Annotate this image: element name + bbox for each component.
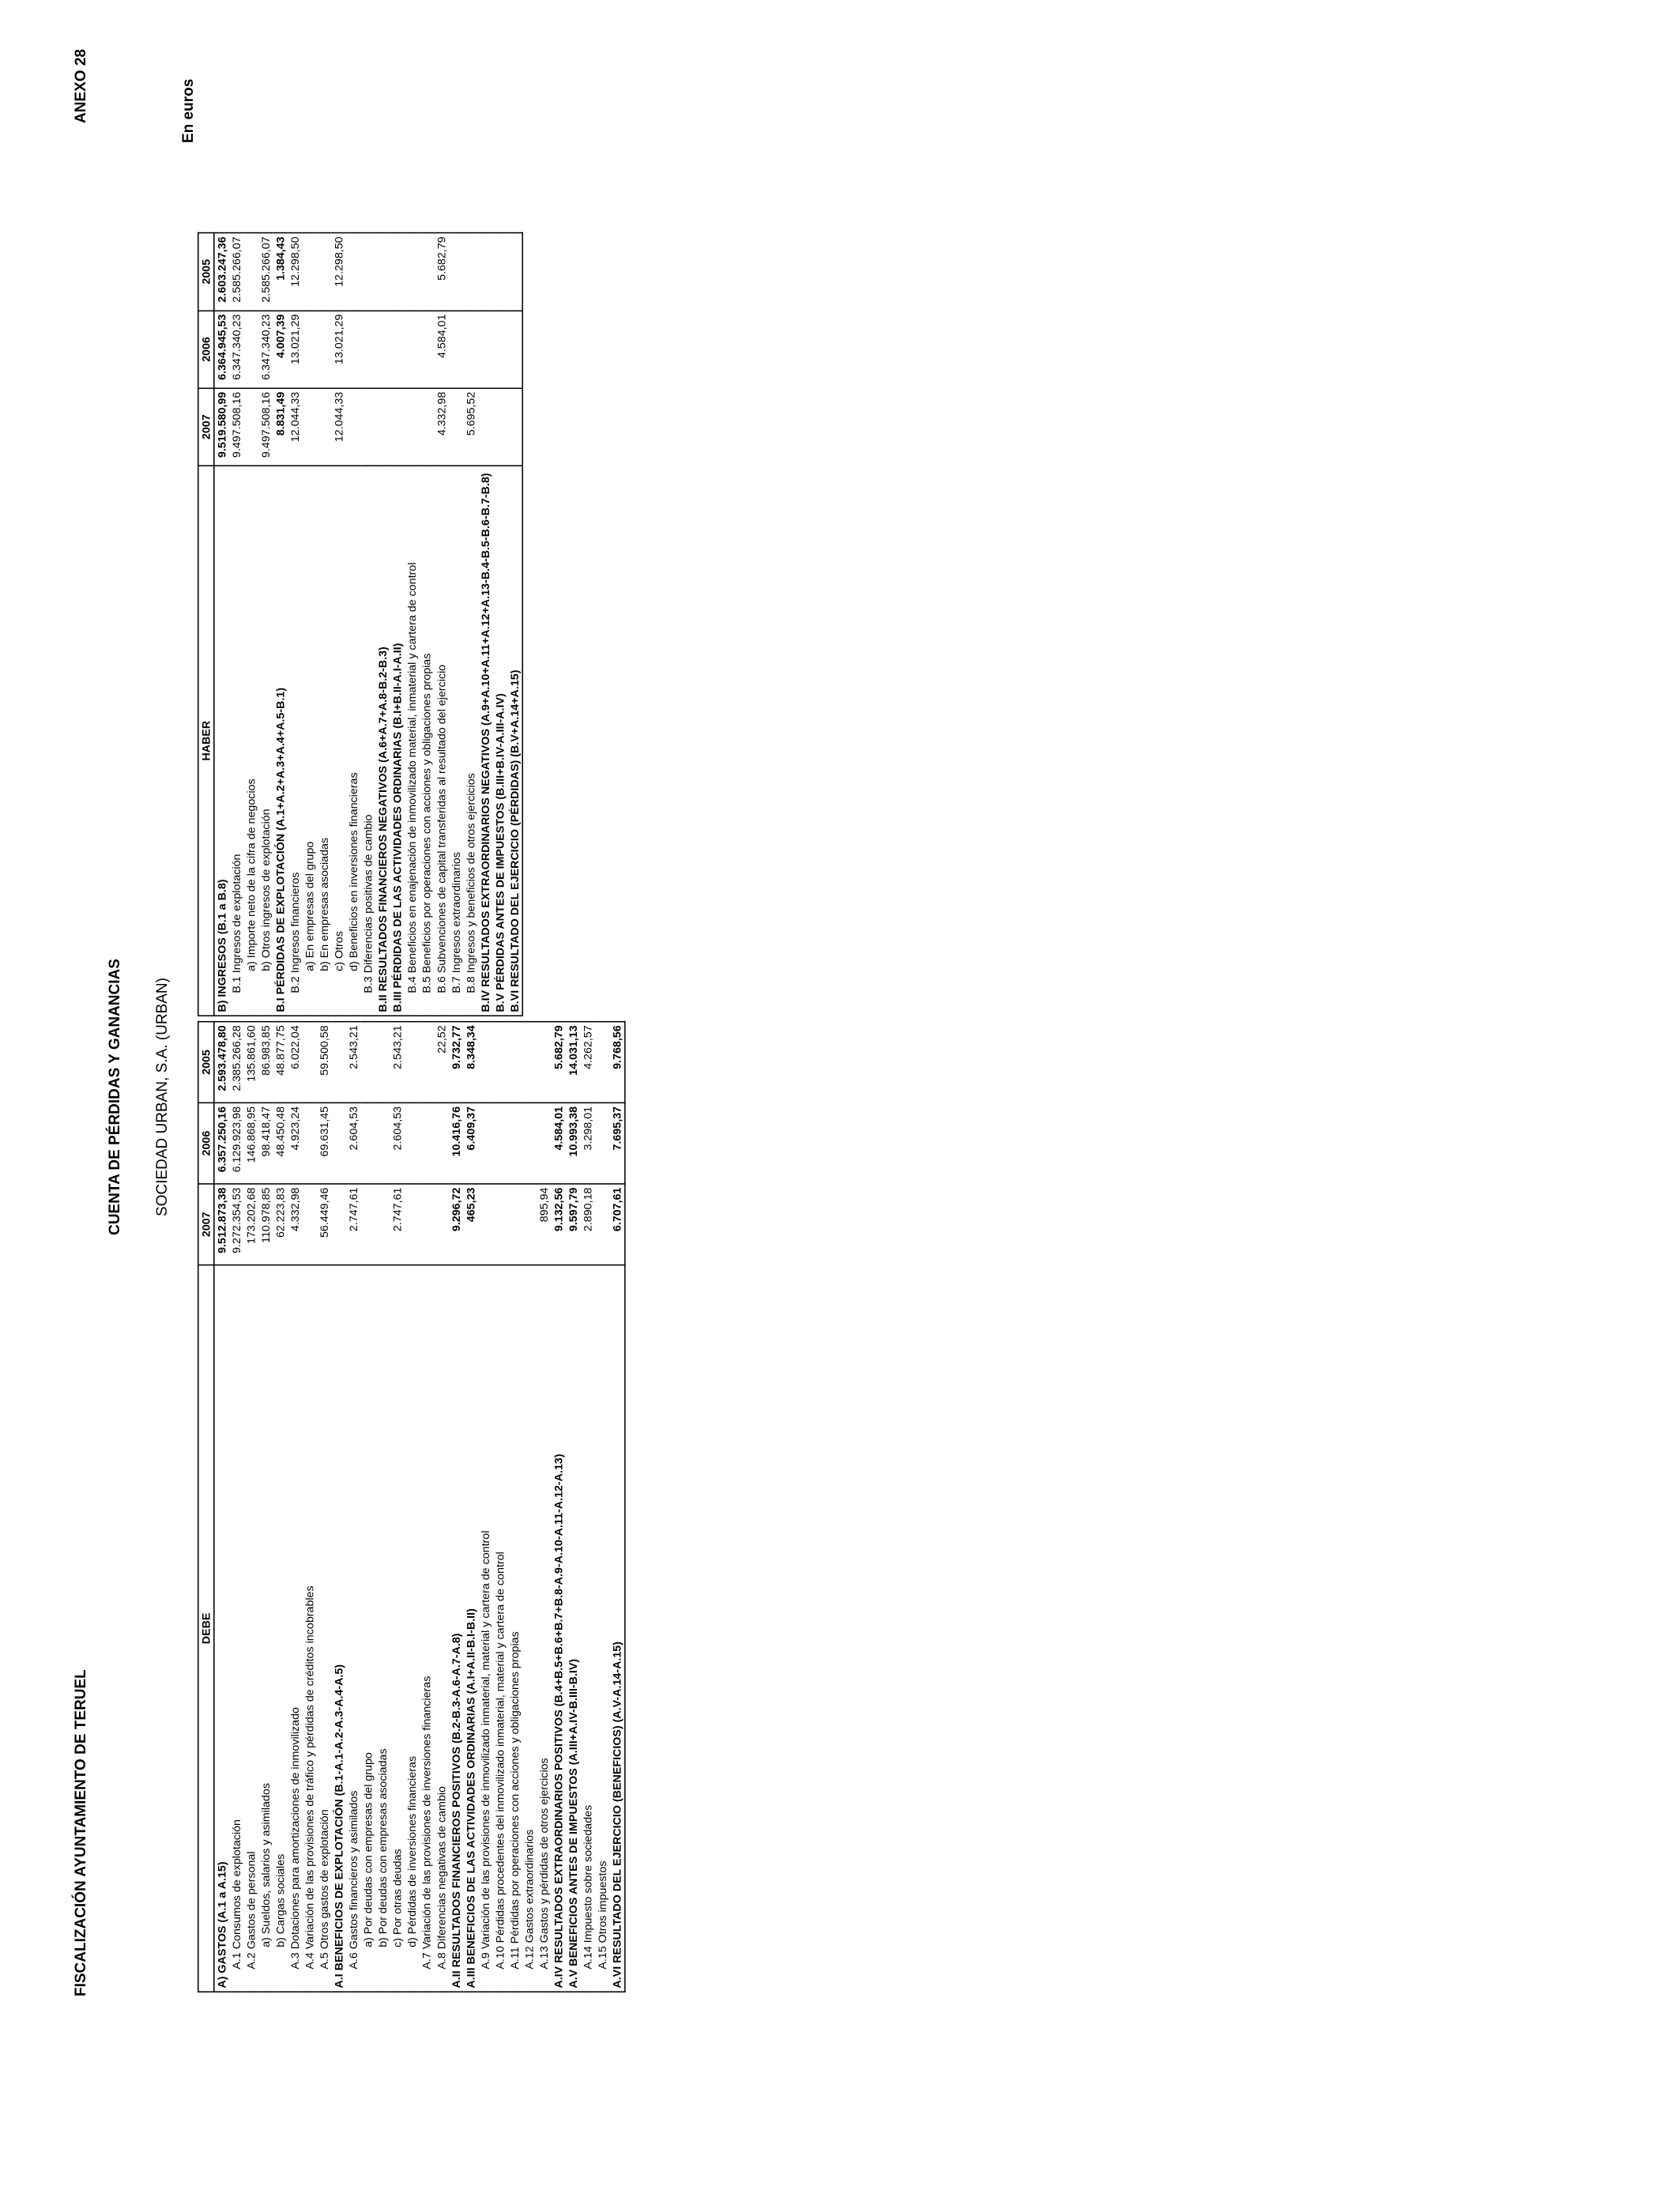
currency-note: En euros [180, 78, 197, 143]
debe-row-label: A.9 Variación de las provisiones de inmovilizado inmaterial, material y cartera de control [478, 1265, 493, 1992]
debe-value-2006: 69.631,45 [317, 1103, 332, 1184]
debe-value-2006: 6.357.250,16 [214, 1103, 229, 1184]
haber-value-2006: 6.347.340,23 [258, 311, 273, 388]
haber-value-2007 [449, 388, 464, 466]
debe-row [288, 1022, 303, 1992]
debe-value-2005 [507, 1022, 522, 1103]
haber-value-2007: 12.044,33 [332, 388, 347, 466]
debe-value-2005 [361, 1022, 376, 1103]
debe-row [317, 1022, 332, 1992]
haber-value-2007 [375, 388, 390, 466]
debe-value-2007: 4.332,98 [288, 1184, 303, 1265]
debe-row-label: A.10 Pérdidas procedentes del inmovilizado inmaterial, material y cartera de control [492, 1265, 507, 1992]
haber-value-2005 [463, 232, 478, 310]
haber-value-2005 [303, 232, 318, 310]
debe-value-2006 [595, 1103, 610, 1184]
debe-row-label: A.6 Gastos financieros y asimilados [346, 1265, 361, 1992]
debe-value-2007 [405, 1184, 420, 1265]
debe-row [595, 1022, 610, 1992]
haber-value-2005 [375, 232, 390, 310]
debe-value-2006 [332, 1103, 347, 1184]
haber-row-label: d) Beneficios en inversiones financieras [346, 466, 361, 1016]
debe-value-2006: 4.923,24 [288, 1103, 303, 1184]
debe-row-label: a) Por deudas con empresas del grupo [361, 1265, 376, 1992]
page-title: CUENTA DE PÉRDIDAS Y GANANCIAS [107, 959, 123, 1235]
haber-row-label: B.V PÉRDIDAS ANTES DE IMPUESTOS (B.III+B.IV-A.III-A.IV) [492, 466, 507, 1016]
haber-row [273, 232, 288, 1015]
debe-row [375, 1022, 390, 1992]
debe-row [492, 1022, 507, 1992]
haber-row [229, 232, 244, 1015]
debe-value-2005 [303, 1022, 318, 1103]
debe-row-label: a) Sueldos, salarios y asimilados [258, 1265, 273, 1992]
debe-row-label: A.8 Diferencias negativas de cambio [434, 1265, 449, 1992]
debe-value-2005 [537, 1022, 552, 1103]
debe-value-2005 [522, 1022, 537, 1103]
debe-row [507, 1022, 522, 1992]
haber-value-2005: 1.384,43 [273, 232, 288, 310]
haber-value-2005 [478, 232, 493, 310]
haber-value-2005: 12.298,50 [288, 232, 303, 310]
debe-value-2007 [434, 1184, 449, 1265]
debe-value-2006 [478, 1103, 493, 1184]
haber-row [507, 232, 522, 1015]
haber-value-2007: 9.497.508,16 [229, 388, 244, 466]
debe-header-row [198, 1022, 214, 1992]
haber-value-2006 [244, 311, 259, 388]
debe-row [463, 1022, 478, 1992]
debe-value-2007: 56.449,46 [317, 1184, 332, 1265]
debe-row-label: A.4 Variación de las provisiones de tráfico y pérdidas de créditos incobrables [303, 1265, 318, 1992]
debe-value-2005: 2.543,21 [346, 1022, 361, 1103]
haber-row-label: B.8 Ingresos y beneficios de otros ejercicios [463, 466, 478, 1016]
annex-label: ANEXO 28 [73, 49, 89, 123]
debe-value-2006: 2.604,53 [346, 1103, 361, 1184]
haber-value-2007 [420, 388, 435, 466]
haber-row-label: B.II RESULTADOS FINANCIEROS NEGATIVOS (A.6+A.7+A.8-B.2-B.3) [375, 466, 390, 1016]
debe-value-2007 [375, 1184, 390, 1265]
haber-row [478, 232, 493, 1015]
haber-value-2006 [303, 311, 318, 388]
haber-value-2006: 4.584,01 [434, 311, 449, 388]
haber-value-2006 [317, 311, 332, 388]
debe-row-label: A.II RESULTADOS FINANCIEROS POSITIVOS (B.2-B.3-A.6-A.7-A.8) [449, 1265, 464, 1992]
debe-row [303, 1022, 318, 1992]
debe-value-2005: 2.543,21 [390, 1022, 405, 1103]
debe-row [346, 1022, 361, 1992]
haber-value-2005: 2.585.266,07 [258, 232, 273, 310]
debe-value-2007 [595, 1184, 610, 1265]
debe-row-label: A.1 Consumos de explotación [229, 1265, 244, 1992]
debe-row [273, 1022, 288, 1992]
debe-value-2006 [375, 1103, 390, 1184]
debe-value-2007 [478, 1184, 493, 1265]
debe-value-2007: 9.597,79 [566, 1184, 581, 1265]
haber-value-2005 [492, 232, 507, 310]
debe-value-2007: 62.223,83 [273, 1184, 288, 1265]
debe-value-2006: 2.604,53 [390, 1103, 405, 1184]
debe-row [214, 1022, 229, 1992]
haber-value-2006 [361, 311, 376, 388]
debe-row [610, 1022, 625, 1992]
haber-row-label: B) INGRESOS (B.1 a B.8) [214, 466, 229, 1016]
debe-value-2007 [507, 1184, 522, 1265]
debe-row-label: A.11 Pérdidas por operaciones con acciones y obligaciones propias [507, 1265, 522, 1992]
haber-value-2007: 12.044,33 [288, 388, 303, 466]
debe-value-2005: 4.262,57 [581, 1022, 596, 1103]
haber-value-2006 [463, 311, 478, 388]
debe-row [361, 1022, 376, 1992]
debe-value-2006 [434, 1103, 449, 1184]
haber-header-label: HABER [198, 466, 214, 1016]
debe-value-2007: 2.747,61 [390, 1184, 405, 1265]
haber-row-label: B.6 Subvenciones de capital transferidas al resultado del ejercicio [434, 466, 449, 1016]
debe-value-2006 [507, 1103, 522, 1184]
debe-value-2007 [361, 1184, 376, 1265]
debe-row [478, 1022, 493, 1992]
debe-value-2005 [405, 1022, 420, 1103]
haber-row-label: a) En empresas del grupo [303, 466, 318, 1016]
debe-value-2006 [303, 1103, 318, 1184]
haber-value-2007: 9.519.580,99 [214, 388, 229, 466]
haber-value-2007 [492, 388, 507, 466]
haber-row [405, 232, 420, 1015]
debe-value-2005: 2.593.478,80 [214, 1022, 229, 1103]
haber-row [244, 232, 259, 1015]
haber-value-2005 [317, 232, 332, 310]
debe-row-label: A.15 Otros impuestos [595, 1265, 610, 1992]
debe-row-label: A.13 Gastos y pérdidas de otros ejercicios [537, 1265, 552, 1992]
debe-value-2005: 2.385.266,28 [229, 1022, 244, 1103]
debe-value-2005: 5.682,79 [552, 1022, 567, 1103]
debe-value-2006 [420, 1103, 435, 1184]
report-header-left: FISCALIZACIÓN AYUNTAMIENTO DE TERUEL [73, 1669, 89, 1996]
debe-value-2007: 9.296,72 [449, 1184, 464, 1265]
haber-row [214, 232, 229, 1015]
debe-value-2006: 3.298,01 [581, 1103, 596, 1184]
debe-value-2005: 59.500,58 [317, 1022, 332, 1103]
debe-value-2007: 2.747,61 [346, 1184, 361, 1265]
debe-value-2005 [420, 1022, 435, 1103]
debe-row [434, 1022, 449, 1992]
debe-value-2006: 6.409,37 [463, 1103, 478, 1184]
haber-value-2005 [420, 232, 435, 310]
debe-value-2007: 9.132,56 [552, 1184, 567, 1265]
haber-value-2005 [449, 232, 464, 310]
haber-row-label: c) Otros [332, 466, 347, 1016]
haber-row [317, 232, 332, 1015]
debe-row [420, 1022, 435, 1992]
debe-row-label: A.VI RESULTADO DEL EJERCICIO (BENEFICIOS) (A.V-A.14-A.15) [610, 1265, 625, 1992]
haber-value-2006 [449, 311, 464, 388]
debe-header-2005: 2005 [198, 1022, 214, 1103]
debe-row [566, 1022, 581, 1992]
debe-row [449, 1022, 464, 1992]
haber-value-2007 [507, 388, 522, 466]
haber-row [375, 232, 390, 1015]
debe-row-label: A.3 Dotaciones para amortizaciones de inmovilizado [288, 1265, 303, 1992]
debe-value-2006: 48.450,48 [273, 1103, 288, 1184]
haber-value-2007 [405, 388, 420, 466]
debe-value-2005 [478, 1022, 493, 1103]
debe-header-label: DEBE [198, 1265, 214, 1992]
debe-row-label: A.7 Variación de las provisiones de inversiones financieras [420, 1265, 435, 1992]
haber-row-label: a) Importe neto de la cifra de negocios [244, 466, 259, 1016]
haber-header-2005: 2005 [198, 232, 214, 310]
debe-row-label: A.5 Otros gastos de explotación [317, 1265, 332, 1992]
debe-value-2007: 2.890,18 [581, 1184, 596, 1265]
haber-row [332, 232, 347, 1015]
debe-row-label: A.IV RESULTADOS EXTRAORDINARIOS POSITIVOS (B.4+B.5+B.6+B.7+B.8-A.9-A.10-A.11-A.12-A.13) [552, 1265, 567, 1992]
debe-value-2006: 7.695,37 [610, 1103, 625, 1184]
haber-table [198, 232, 523, 1016]
debe-value-2005 [492, 1022, 507, 1103]
haber-row-label: B.IV RESULTADOS EXTRAORDINARIOS NEGATIVOS (A.9+A.10+A.11+A.12+A.13-B.4-B.5-B.6-B.7-B.8) [478, 466, 493, 1016]
haber-row [492, 232, 507, 1015]
haber-row [258, 232, 273, 1015]
debe-row [332, 1022, 347, 1992]
debe-value-2007: 9.272.354,53 [229, 1184, 244, 1265]
haber-value-2007 [303, 388, 318, 466]
debe-value-2005: 135.861,60 [244, 1022, 259, 1103]
debe-row-label: b) Por deudas con empresas asociadas [375, 1265, 390, 1992]
debe-value-2007: 173.202,68 [244, 1184, 259, 1265]
haber-row-label: B.I PÉRDIDAS DE EXPLOTACIÓN (A.1+A.2+A.3+A.4+A.5-B.1) [273, 466, 288, 1016]
haber-row [361, 232, 376, 1015]
debe-header-2007: 2007 [198, 1184, 214, 1265]
debe-row [229, 1022, 244, 1992]
haber-value-2007: 5.695,52 [463, 388, 478, 466]
haber-value-2006: 6.347.340,23 [229, 311, 244, 388]
debe-value-2007: 6.707,61 [610, 1184, 625, 1265]
debe-value-2005: 86.983,85 [258, 1022, 273, 1103]
haber-row [346, 232, 361, 1015]
haber-value-2005: 5.682,79 [434, 232, 449, 310]
haber-value-2007 [317, 388, 332, 466]
debe-row-label: c) Por otras deudas [390, 1265, 405, 1992]
haber-row [303, 232, 318, 1015]
haber-value-2006 [390, 311, 405, 388]
haber-row-label: B.2 Ingresos financieros [288, 466, 303, 1016]
haber-row-label: B.III PÉRDIDAS DE LAS ACTIVIDADES ORDINARIAS (B.I+B.II-A.I-A.II) [390, 466, 405, 1016]
haber-value-2007 [390, 388, 405, 466]
haber-header-row [198, 232, 214, 1015]
haber-value-2006 [507, 311, 522, 388]
haber-row [463, 232, 478, 1015]
debe-row-label: d) Pérdidas de inversiones financieras [405, 1265, 420, 1992]
debe-row [522, 1022, 537, 1992]
haber-value-2006 [375, 311, 390, 388]
debe-value-2006 [405, 1103, 420, 1184]
haber-value-2006 [405, 311, 420, 388]
debe-value-2005: 9.732,77 [449, 1022, 464, 1103]
debe-row-label: A.12 Gastos extraordinarios [522, 1265, 537, 1992]
debe-value-2007: 895,94 [537, 1184, 552, 1265]
haber-value-2005 [507, 232, 522, 310]
debe-row-label: A.V BENEFICIOS ANTES DE IMPUESTOS (A.III+A.IV-B.III-B.IV) [566, 1265, 581, 1992]
debe-value-2006: 98.418,47 [258, 1103, 273, 1184]
debe-value-2006 [537, 1103, 552, 1184]
haber-value-2007: 9.497.508,16 [258, 388, 273, 466]
debe-row [405, 1022, 420, 1992]
haber-row [390, 232, 405, 1015]
debe-value-2006: 4.584,01 [552, 1103, 567, 1184]
haber-value-2006: 6.364.945,53 [214, 311, 229, 388]
haber-value-2005 [390, 232, 405, 310]
haber-value-2007 [346, 388, 361, 466]
haber-row-label: b) Otros ingresos de explotación [258, 466, 273, 1016]
debe-row-label: A.III BENEFICIOS DE LAS ACTIVIDADES ORDINARIAS (A.I+A.II-B.I-B.II) [463, 1265, 478, 1992]
haber-value-2005: 2.585.266,07 [229, 232, 244, 310]
debe-table [198, 1021, 626, 1992]
debe-value-2005 [595, 1022, 610, 1103]
debe-row [537, 1022, 552, 1992]
debe-row-label: b) Cargas sociales [273, 1265, 288, 1992]
haber-row [449, 232, 464, 1015]
haber-value-2005: 2.603.247,36 [214, 232, 229, 310]
debe-value-2006: 10.416,76 [449, 1103, 464, 1184]
haber-value-2006 [478, 311, 493, 388]
haber-value-2007 [361, 388, 376, 466]
haber-value-2007: 4.332,98 [434, 388, 449, 466]
debe-value-2005: 6.022,04 [288, 1022, 303, 1103]
haber-value-2006 [420, 311, 435, 388]
haber-row-label: B.5 Beneficios por operaciones con acciones y obligaciones propias [420, 466, 435, 1016]
debe-value-2007 [492, 1184, 507, 1265]
haber-row-label: B.1 Ingresos de explotación [229, 466, 244, 1016]
haber-value-2007 [244, 388, 259, 466]
debe-value-2007 [332, 1184, 347, 1265]
haber-value-2006 [346, 311, 361, 388]
debe-row-label: A) GASTOS (A.1 a A.15) [214, 1265, 229, 1992]
haber-value-2005 [244, 232, 259, 310]
debe-value-2005: 48.877,75 [273, 1022, 288, 1103]
debe-row [244, 1022, 259, 1992]
debe-header-2006: 2006 [198, 1103, 214, 1184]
debe-value-2006 [492, 1103, 507, 1184]
debe-value-2006 [361, 1103, 376, 1184]
haber-value-2007: 8.831,49 [273, 388, 288, 466]
debe-value-2006: 146.868,95 [244, 1103, 259, 1184]
company-subtitle: SOCIEDAD URBAN, S.A. (URBAN) [154, 978, 171, 1216]
haber-row-label: B.7 Ingresos extraordinarios [449, 466, 464, 1016]
debe-value-2007 [522, 1184, 537, 1265]
haber-header-2007: 2007 [198, 388, 214, 466]
debe-row [552, 1022, 567, 1992]
debe-row [390, 1022, 405, 1992]
debe-value-2005: 8.348,34 [463, 1022, 478, 1103]
haber-value-2006: 13.021,29 [288, 311, 303, 388]
debe-row [581, 1022, 596, 1992]
debe-row-label: A.14 Impuesto sobre sociedades [581, 1265, 596, 1992]
debe-value-2006 [522, 1103, 537, 1184]
debe-row [258, 1022, 273, 1992]
debe-value-2005: 14.031,13 [566, 1022, 581, 1103]
haber-row-label: B.VI RESULTADO DEL EJERCICIO (PÉRDIDAS) (B.V+A.14+A.15) [507, 466, 522, 1016]
haber-row-label: b) En empresas asociadas [317, 466, 332, 1016]
haber-row-label: B.4 Beneficios en enajenación de inmovilizado material, inmaterial y cartera de control [405, 466, 420, 1016]
haber-value-2006: 13.021,29 [332, 311, 347, 388]
haber-value-2006: 4.007,39 [273, 311, 288, 388]
debe-value-2007 [420, 1184, 435, 1265]
haber-value-2005 [405, 232, 420, 310]
haber-row-label: B.3 Diferencias positivas de cambio [361, 466, 376, 1016]
debe-value-2005 [375, 1022, 390, 1103]
debe-value-2007 [303, 1184, 318, 1265]
debe-value-2005 [332, 1022, 347, 1103]
debe-value-2006: 10.993,38 [566, 1103, 581, 1184]
debe-value-2006: 6.129.923,98 [229, 1103, 244, 1184]
haber-row [434, 232, 449, 1015]
debe-value-2007: 110.978,85 [258, 1184, 273, 1265]
debe-value-2007: 9.512.873,38 [214, 1184, 229, 1265]
haber-value-2005 [346, 232, 361, 310]
haber-value-2006 [492, 311, 507, 388]
haber-row [288, 232, 303, 1015]
haber-value-2005: 12.298,50 [332, 232, 347, 310]
debe-row-label: A.2 Gastos de personal [244, 1265, 259, 1992]
haber-header-2006: 2006 [198, 311, 214, 388]
haber-row [420, 232, 435, 1015]
haber-value-2005 [361, 232, 376, 310]
debe-value-2005: 22,52 [434, 1022, 449, 1103]
haber-value-2007 [478, 388, 493, 466]
debe-row-label: A.I BENEFICIOS DE EXPLOTACIÓN (B.1-A.1-A.2-A.3-A.4-A.5) [332, 1265, 347, 1992]
debe-value-2007: 465,23 [463, 1184, 478, 1265]
debe-value-2005: 9.768,56 [610, 1022, 625, 1103]
